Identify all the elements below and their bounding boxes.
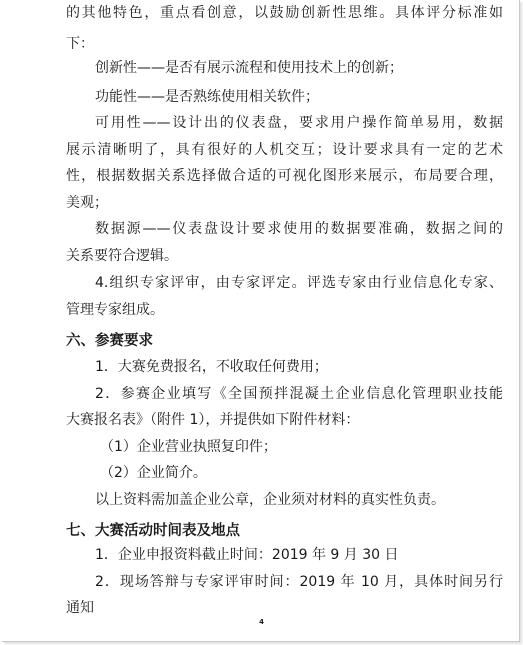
- section-heading-requirements: 六、参赛要求: [66, 333, 153, 349]
- paragraph-line: 展示清晰明了，具有很好的人机交互；设计要求具有一定的艺术: [66, 142, 503, 158]
- section-heading-schedule: 七、大赛活动时间表及地点: [66, 523, 240, 539]
- paragraph-line: 以上资料需加盖企业公章，企业须对材料的真实性负责。: [95, 492, 445, 508]
- criterion-usability: 可用性——设计出的仪表盘，要求用户操作简单易用，数据: [95, 115, 503, 131]
- list-item: 1．企业申报资料截止时间：2019 年 9 月 30 日: [95, 547, 399, 563]
- paragraph-line: 性，根据数据关系选择做合适的可视化图形来展示，布局要合理，: [66, 168, 503, 184]
- paragraph-line: 通知: [66, 600, 94, 616]
- paragraph-line: 的其他特色，重点看创意，以鼓励创新性思维。具体评分标准如: [66, 5, 503, 21]
- criterion-data-source: 数据源——仪表盘设计要求使用的数据要准确，数据之间的: [95, 221, 503, 237]
- paragraph-line: 美观；: [66, 195, 108, 211]
- page-number: 4: [259, 618, 264, 626]
- paragraph-line: 管理专家组成。: [66, 302, 164, 318]
- list-item: （1）企业营业执照复印件；: [100, 439, 277, 455]
- list-item: 1．大赛免费报名，不收取任何费用；: [95, 359, 328, 375]
- criterion-functionality: 功能性——是否熟练使用相关软件；: [95, 89, 319, 105]
- paragraph-line: 下：: [66, 36, 94, 52]
- paragraph-line: 关系要符合逻辑。: [66, 248, 178, 264]
- paragraph-line: 大赛报名表》（附件 1），并提供如下附件材料：: [66, 412, 360, 428]
- list-item: 2．现场答辩与专家评审时间：2019 年 10 月，具体时间另行: [95, 574, 503, 590]
- criterion-innovation: 创新性——是否有展示流程和使用技术上的创新；: [95, 60, 403, 76]
- list-item: （2）企业简介。: [100, 465, 207, 481]
- paragraph-line: 4.组织专家评审，由专家评定。评选专家由行业信息化专家、: [95, 275, 503, 291]
- list-item: 2．参赛企业填写《全国预拌混凝土企业信息化管理职业技能: [95, 386, 503, 402]
